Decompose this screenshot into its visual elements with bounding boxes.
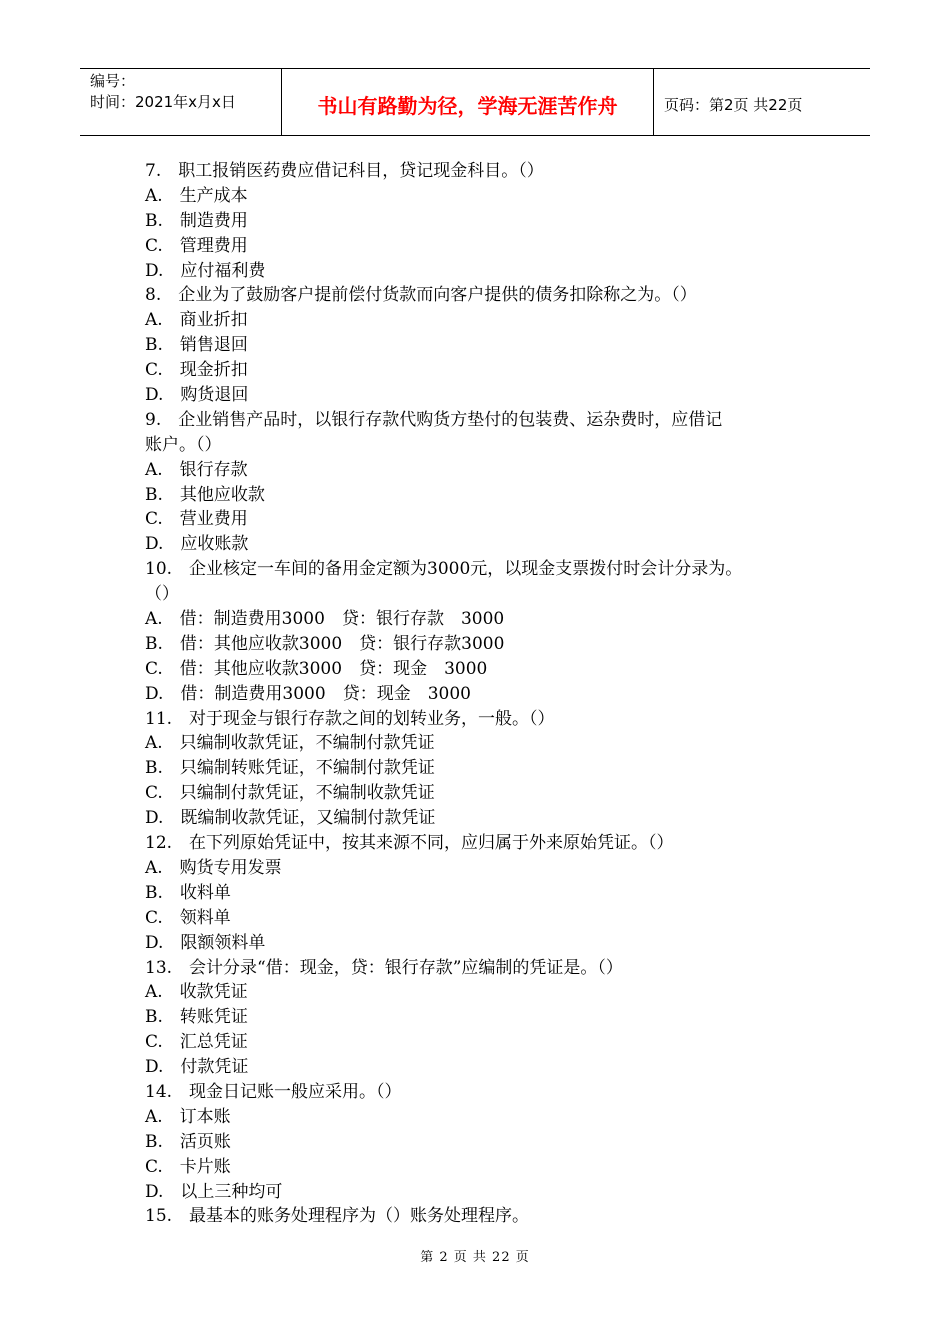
text-line: D. 借：制造费用3000 贷：现金 3000	[145, 683, 471, 704]
text-line: 7. 职工报销医药费应借记科目，贷记现金科目。（）	[145, 161, 544, 181]
text-line: D. 应收账款	[145, 534, 249, 555]
text-line: C. 只编制付款凭证，不编制收款凭证	[145, 783, 435, 804]
text-line: 15. 最基本的账务处理程序为（）账务处理程序。	[145, 1206, 530, 1227]
text-line: D. 以上三种均可	[145, 1181, 283, 1202]
text-line: C. 借：其他应收款3000 贷：现金 3000	[145, 658, 488, 679]
text-line: A. 生产成本	[145, 185, 248, 206]
text-line: C. 管理费用	[145, 235, 248, 256]
text-line: B. 销售退回	[145, 335, 248, 356]
text-line: D. 购货退回	[145, 385, 249, 406]
page-header	[80, 68, 870, 136]
question-content	[145, 159, 835, 1229]
page-footer: 第 2 页 共 22 页	[420, 1250, 530, 1265]
text-line: 9. 企业销售产品时，以银行存款代购货方垫付的包装费、运杂费时，应借记	[145, 409, 723, 430]
text-line: C. 卡片账	[145, 1156, 231, 1177]
text-line: A. 商业折扣	[145, 310, 248, 331]
text-line: 13. 会计分录“借：现金，贷：银行存款”应编制的凭证是。（）	[145, 957, 623, 978]
text-line: A. 只编制收款凭证，不编制付款凭证	[145, 733, 435, 754]
header-motto: 书山有路勤为径，学海无涯苦作舟	[282, 69, 654, 135]
text-line: B. 只编制转账凭证，不编制付款凭证	[145, 758, 435, 779]
text-line: C. 营业费用	[145, 509, 248, 530]
header-page-info: 页码：第2页 共22页	[664, 95, 803, 114]
text-line: （）	[145, 584, 179, 605]
text-line: B. 活页账	[145, 1131, 231, 1152]
text-line: 账户。（）	[145, 434, 222, 455]
text-line: B. 借：其他应收款3000 贷：银行存款3000	[145, 633, 505, 654]
text-line: B. 收料单	[145, 882, 231, 903]
text-line: C. 汇总凭证	[145, 1032, 248, 1053]
text-line: 14. 现金日记账一般应采用。（）	[145, 1081, 402, 1102]
text-line: A. 银行存款	[145, 459, 248, 480]
header-meta	[80, 69, 282, 135]
text-line: A. 收款凭证	[145, 982, 248, 1003]
number-label: 编号：	[90, 72, 136, 90]
text-line: 10. 企业核定一车间的备用金定额为3000元，以现金支票拨付时会计分录为。	[145, 559, 743, 580]
text-line: D. 限额领料单	[145, 932, 266, 953]
text-line: D. 付款凭证	[145, 1057, 249, 1078]
text-line: D. 既编制收款凭证，又编制付款凭证	[145, 808, 436, 829]
text-line: 12. 在下列原始凭证中，按其来源不同，应归属于外来原始凭证。（）	[145, 833, 674, 854]
text-line: 8. 企业为了鼓励客户提前偿付货款而向客户提供的债务扣除称之为。（）	[145, 285, 697, 306]
text-line: D. 应付福利费	[145, 260, 266, 281]
text-line: A. 购货专用发票	[145, 857, 282, 878]
text-line: C. 领料单	[145, 907, 231, 928]
text-line: B. 制造费用	[145, 210, 248, 231]
text-line: B. 转账凭证	[145, 1007, 248, 1028]
text-line: 11. 对于现金与银行存款之间的划转业务，一般。（）	[145, 708, 555, 729]
time-label: 时间：2021年x月x日	[90, 93, 236, 111]
text-line: A. 借：制造费用3000 贷：银行存款 3000	[145, 609, 505, 630]
text-line: C. 现金折扣	[145, 360, 248, 381]
text-line: A. 订本账	[145, 1106, 231, 1127]
text-line: B. 其他应收款	[145, 484, 265, 505]
